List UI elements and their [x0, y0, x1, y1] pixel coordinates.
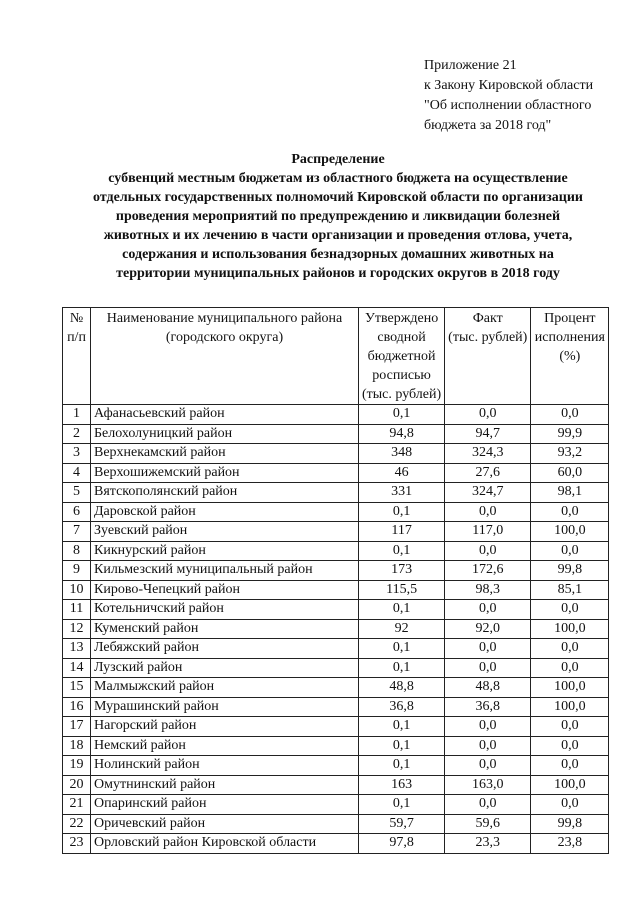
approved-amount: 94,8 — [359, 424, 445, 444]
execution-percent: 0,0 — [531, 736, 609, 756]
approved-amount: 0,1 — [359, 405, 445, 425]
approved-amount: 92 — [359, 619, 445, 639]
district-name: Кирово-Чепецкий район — [91, 580, 359, 600]
fact-amount: 94,7 — [445, 424, 531, 444]
fact-amount: 0,0 — [445, 717, 531, 737]
table-row — [63, 522, 609, 542]
approved-amount: 36,8 — [359, 697, 445, 717]
table-row — [63, 580, 609, 600]
execution-percent: 100,0 — [531, 697, 609, 717]
table-row — [63, 717, 609, 737]
execution-percent: 99,8 — [531, 814, 609, 834]
header-line: Факт — [472, 311, 503, 326]
district-name: Лузский район — [91, 658, 359, 678]
fact-amount: 23,3 — [445, 834, 531, 854]
execution-percent: 0,0 — [531, 405, 609, 425]
title-line: отдельных государственных полномочий Кировской области по организации — [93, 190, 583, 205]
row-number: 3 — [63, 444, 91, 464]
fact-amount: 98,3 — [445, 580, 531, 600]
district-name: Куменский район — [91, 619, 359, 639]
table-row — [63, 678, 609, 698]
execution-percent: 100,0 — [531, 522, 609, 542]
table-row — [63, 619, 609, 639]
header-line: Утверждено — [364, 311, 439, 326]
execution-percent: 23,8 — [531, 834, 609, 854]
fact-amount: 0,0 — [445, 736, 531, 756]
row-number: 15 — [63, 678, 91, 698]
execution-percent: 85,1 — [531, 580, 609, 600]
appendix-line: бюджета за 2018 год" — [424, 118, 552, 133]
header-district-name — [91, 308, 359, 405]
execution-percent: 0,0 — [531, 795, 609, 815]
header-line: сводной — [377, 330, 426, 345]
approved-amount: 173 — [359, 561, 445, 581]
approved-amount: 97,8 — [359, 834, 445, 854]
row-number: 21 — [63, 795, 91, 815]
row-number: 14 — [63, 658, 91, 678]
table-row — [63, 697, 609, 717]
appendix-note — [424, 56, 624, 136]
header-fact — [445, 308, 531, 405]
row-number: 8 — [63, 541, 91, 561]
fact-amount: 92,0 — [445, 619, 531, 639]
fact-amount: 163,0 — [445, 775, 531, 795]
fact-amount: 0,0 — [445, 405, 531, 425]
row-number: 1 — [63, 405, 91, 425]
execution-percent: 0,0 — [531, 600, 609, 620]
approved-amount: 0,1 — [359, 756, 445, 776]
header-line: № — [69, 311, 84, 326]
approved-amount: 0,1 — [359, 600, 445, 620]
district-name: Белохолуницкий район — [91, 424, 359, 444]
header-percent — [531, 308, 609, 405]
appendix-line: "Об исполнении областного — [424, 98, 592, 113]
header-line: (тыс. рублей) — [362, 387, 442, 402]
fact-amount: 48,8 — [445, 678, 531, 698]
table-row — [63, 756, 609, 776]
district-name: Вятскополянский район — [91, 483, 359, 503]
approved-amount: 0,1 — [359, 502, 445, 522]
district-name: Зуевский район — [91, 522, 359, 542]
row-number: 17 — [63, 717, 91, 737]
district-name: Малмыжский район — [91, 678, 359, 698]
row-number: 22 — [63, 814, 91, 834]
fact-amount: 0,0 — [445, 756, 531, 776]
fact-amount: 0,0 — [445, 658, 531, 678]
row-number: 12 — [63, 619, 91, 639]
district-name: Мурашинский район — [91, 697, 359, 717]
header-line: исполнения — [534, 330, 605, 345]
table-row — [63, 639, 609, 659]
row-number: 18 — [63, 736, 91, 756]
fact-amount: 0,0 — [445, 639, 531, 659]
execution-percent: 100,0 — [531, 775, 609, 795]
row-number: 9 — [63, 561, 91, 581]
approved-amount: 117 — [359, 522, 445, 542]
table-row — [63, 658, 609, 678]
title-line: территории муниципальных районов и городских округов в 2018 году — [116, 266, 560, 281]
district-name: Верхошижемский район — [91, 463, 359, 483]
approved-amount: 0,1 — [359, 541, 445, 561]
fact-amount: 0,0 — [445, 795, 531, 815]
row-number: 10 — [63, 580, 91, 600]
row-number: 20 — [63, 775, 91, 795]
approved-amount: 48,8 — [359, 678, 445, 698]
fact-amount: 117,0 — [445, 522, 531, 542]
fact-amount: 36,8 — [445, 697, 531, 717]
fact-amount: 324,3 — [445, 444, 531, 464]
execution-percent: 99,8 — [531, 561, 609, 581]
district-name: Опаринский район — [91, 795, 359, 815]
approved-amount: 115,5 — [359, 580, 445, 600]
header-line: (%) — [559, 349, 581, 364]
execution-percent: 100,0 — [531, 619, 609, 639]
title-line: содержания и использования безнадзорных домашних животных на — [122, 247, 554, 262]
district-name: Даровской район — [91, 502, 359, 522]
district-name: Лебяжский район — [91, 639, 359, 659]
district-name: Котельничский район — [91, 600, 359, 620]
approved-amount: 46 — [359, 463, 445, 483]
row-number: 13 — [63, 639, 91, 659]
fact-amount: 0,0 — [445, 502, 531, 522]
execution-percent: 0,0 — [531, 502, 609, 522]
execution-percent: 98,1 — [531, 483, 609, 503]
district-name: Орловский район Кировской области — [91, 834, 359, 854]
table-row — [63, 561, 609, 581]
execution-percent: 0,0 — [531, 717, 609, 737]
fact-amount: 59,6 — [445, 814, 531, 834]
header-approved — [359, 308, 445, 405]
row-number: 11 — [63, 600, 91, 620]
header-line: (городского округа) — [165, 330, 284, 345]
execution-percent: 0,0 — [531, 658, 609, 678]
row-number: 16 — [63, 697, 91, 717]
row-number: 19 — [63, 756, 91, 776]
district-name: Верхнекамский район — [91, 444, 359, 464]
table-row — [63, 775, 609, 795]
execution-percent: 0,0 — [531, 639, 609, 659]
table-row — [63, 736, 609, 756]
execution-percent: 60,0 — [531, 463, 609, 483]
row-number: 23 — [63, 834, 91, 854]
row-number: 5 — [63, 483, 91, 503]
appendix-line: к Закону Кировской области — [424, 78, 594, 93]
header-line: Наименование муниципального района — [106, 311, 343, 326]
district-name: Афанасьевский район — [91, 405, 359, 425]
title-line: субвенций местным бюджетам из областного бюджета на осуществление — [108, 171, 568, 186]
execution-percent: 0,0 — [531, 756, 609, 776]
row-number: 4 — [63, 463, 91, 483]
table-row — [63, 541, 609, 561]
table-header-row — [63, 308, 609, 405]
execution-percent: 93,2 — [531, 444, 609, 464]
approved-amount: 0,1 — [359, 717, 445, 737]
table-row — [63, 834, 609, 854]
district-name: Нолинский район — [91, 756, 359, 776]
header-line: п/п — [67, 330, 86, 345]
execution-percent: 100,0 — [531, 678, 609, 698]
district-name: Немский район — [91, 736, 359, 756]
table-row — [63, 424, 609, 444]
title-line: Распределение — [291, 152, 385, 167]
table-row — [63, 814, 609, 834]
approved-amount: 59,7 — [359, 814, 445, 834]
title-line: животных и их лечению в части организации и проведения отлова, учета, — [103, 228, 573, 243]
district-name: Кикнурский район — [91, 541, 359, 561]
district-name: Нагорский район — [91, 717, 359, 737]
district-name: Оричевский район — [91, 814, 359, 834]
fact-amount: 0,0 — [445, 541, 531, 561]
table-row — [63, 483, 609, 503]
execution-percent: 99,9 — [531, 424, 609, 444]
approved-amount: 348 — [359, 444, 445, 464]
table-row — [63, 405, 609, 425]
document-title — [40, 150, 636, 283]
row-number: 7 — [63, 522, 91, 542]
fact-amount: 324,7 — [445, 483, 531, 503]
header-line: Процент — [544, 311, 596, 326]
fact-amount: 27,6 — [445, 463, 531, 483]
approved-amount: 0,1 — [359, 639, 445, 659]
table-row — [63, 600, 609, 620]
execution-percent: 0,0 — [531, 541, 609, 561]
row-number: 2 — [63, 424, 91, 444]
district-name: Кильмезский муниципальный район — [91, 561, 359, 581]
approved-amount: 0,1 — [359, 658, 445, 678]
approved-amount: 331 — [359, 483, 445, 503]
table-row — [63, 502, 609, 522]
table-row — [63, 795, 609, 815]
appendix-line: Приложение 21 — [424, 58, 517, 73]
header-line: (тыс. рублей) — [448, 330, 528, 345]
title-line: проведения мероприятий по предупреждению и ликвидации болезней — [115, 209, 561, 224]
table-body — [63, 405, 609, 854]
fact-amount: 0,0 — [445, 600, 531, 620]
subsidy-table — [62, 307, 609, 854]
table-row — [63, 444, 609, 464]
header-line: бюджетной — [367, 349, 436, 364]
approved-amount: 0,1 — [359, 795, 445, 815]
header-number — [63, 308, 91, 405]
district-name: Омутнинский район — [91, 775, 359, 795]
fact-amount: 172,6 — [445, 561, 531, 581]
table-row — [63, 463, 609, 483]
approved-amount: 0,1 — [359, 736, 445, 756]
approved-amount: 163 — [359, 775, 445, 795]
header-line: росписью — [372, 368, 431, 383]
row-number: 6 — [63, 502, 91, 522]
